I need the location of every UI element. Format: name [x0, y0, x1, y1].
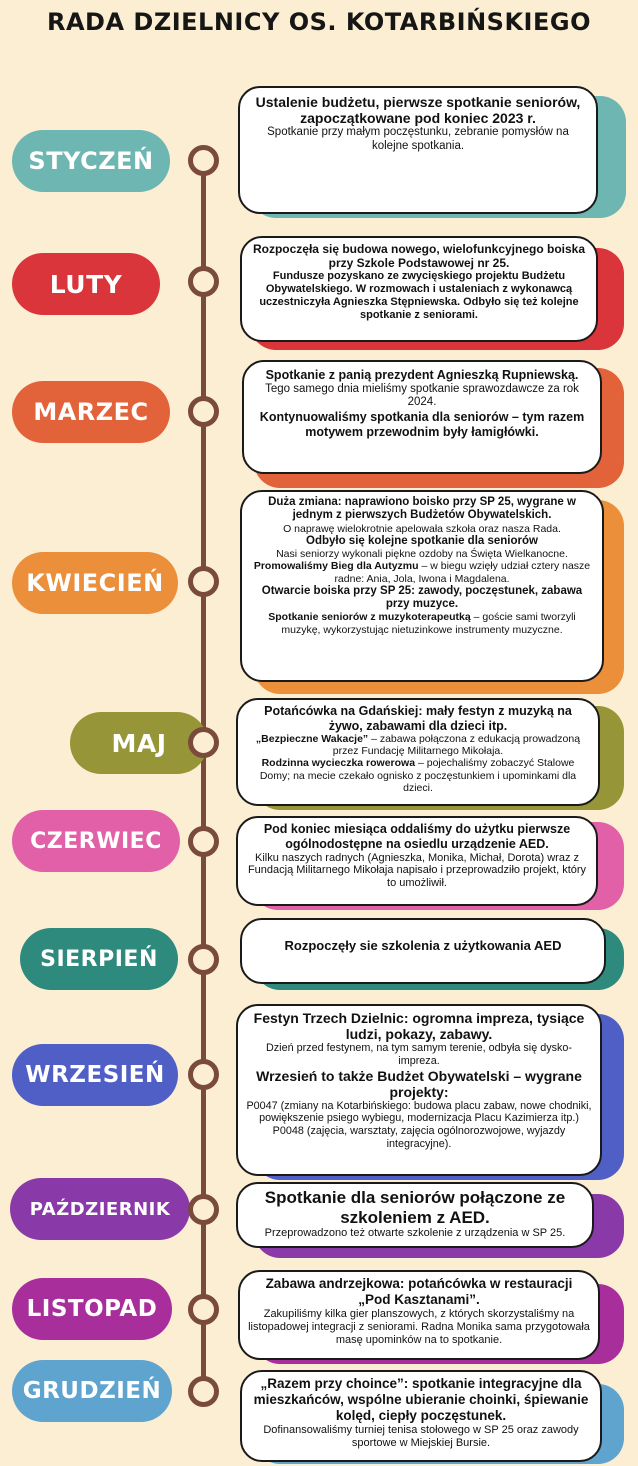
month-label-wrzesien: WRZESIEŃ	[12, 1044, 178, 1106]
event-description: Tego samego dnia mieliśmy spotkanie sprawozdawcze za rok 2024.	[265, 382, 579, 409]
event-paragraph	[250, 611, 594, 635]
event-card-marzec	[242, 360, 602, 474]
event-description: Przeprowadzono też otwarte szkolenie z urządzenia w SP 25.	[264, 1227, 566, 1240]
timeline-node	[188, 145, 219, 176]
event-description: Spotkanie przy małym poczęstunku, zebranie pomysłów na kolejne spotkania.	[267, 126, 569, 152]
page-title: RADA DZIELNICY OS. KOTARBIŃSKIEGO	[47, 8, 591, 36]
timeline-node	[188, 1194, 219, 1225]
month-label-kwiecien: KWIECIEŃ	[12, 552, 178, 614]
event-description: Kilku naszych radnych (Agnieszka, Monika, Michał, Dorota) wraz z Fundacją Militarnego Mikołaja napisało i przeprowadziło projekt, który to umożliwił.	[247, 851, 587, 890]
event-card-wrzesien	[236, 1004, 602, 1176]
event-headline: Odbyło się kolejne spotkanie dla seniorów	[306, 534, 538, 547]
month-label-grudzien: GRUDZIEŃ	[12, 1360, 172, 1422]
event-card-listopad	[238, 1270, 600, 1360]
month-label-sierpien: SIERPIEŃ	[20, 928, 178, 990]
month-label-czerwiec: CZERWIEC	[12, 810, 180, 872]
event-headline: Rozpoczęły sie szkolenia z użytkowania AED	[284, 938, 562, 953]
event-card-sierpien	[240, 918, 606, 984]
month-label-listopad: LISTOPAD	[12, 1278, 172, 1340]
event-headline: Zabawa andrzejkowa: potańcówka w restauracji „Pod Kasztanami”.	[265, 1276, 573, 1307]
month-label-marzec: MARZEC	[12, 381, 170, 443]
event-card-pazdziernik	[236, 1182, 594, 1248]
event-description: – w biegu wzięły udział cztery nasze radne: Ania, Jola, Iwona i Magdalena.	[334, 560, 591, 585]
event-headline: Duża zmiana: naprawiono boisko przy SP 25, wygrane w jednym z pierwszych Budżetów Obywatelskich.	[268, 496, 576, 522]
timeline-node	[188, 266, 219, 297]
timeline-node	[188, 944, 219, 975]
event-card-czerwiec	[236, 816, 598, 906]
event-description: P0048 (zajęcia, warsztaty, zajęcia ogólnorozwojowe, wyjazdy integracyjne).	[272, 1125, 566, 1150]
event-description: Dzień przed festynem, na tym samym terenie, odbyła się dysko-impreza.	[265, 1042, 573, 1067]
event-paragraph	[246, 733, 590, 757]
timeline-node	[188, 826, 219, 857]
timeline-node	[188, 727, 219, 758]
event-headline: „Razem przy choince”: spotkanie integracyjne dla mieszkańców, wspólne ubieranie choinki, śpiewanie kolęd, ciepły poczęstunek.	[253, 1376, 589, 1423]
event-card-luty	[240, 236, 598, 342]
event-headline: Potańcówka na Gdańskiej: mały festyn z muzyką na żywo, zabawami dla dzieci itp.	[264, 704, 572, 733]
event-description: Fundusze pozyskano ze zwycięskiego projektu Budżetu Obywatelskiego. W rozmowach i ustaleniach z wykonawcą uczestniczyła Agnieszka Stępniewska. Odbyło się też kolejne spotkanie z seniorami.	[259, 270, 579, 322]
timeline-node	[188, 396, 219, 427]
event-description: – pojechaliśmy zobaczyć Stalowe Domy; na mecie czekało ognisko z poczęstunkiem i upominkami dla dzieci.	[259, 757, 577, 794]
event-description: Zakupiliśmy kilka gier planszowych, z których skorzystaliśmy na listopadowej integracji z seniorami. Radna Monika sama przygotowała masę upominków na to spotkanie.	[248, 1307, 590, 1346]
event-card-kwiecien	[240, 490, 604, 682]
event-headline: Spotkanie z panią prezydent Agnieszką Rupniewską.	[265, 368, 579, 382]
event-card-styczen	[238, 86, 598, 214]
timeline-node	[188, 566, 219, 597]
event-headline: Ustalenie budżetu, pierwsze spotkanie seniorów, zapoczątkowane pod koniec 2023 r.	[255, 94, 581, 127]
event-headline: Otwarcie boiska przy SP 25: zawody, poczęstunek, zabawa przy muzyce.	[261, 584, 583, 610]
timeline-node	[188, 1059, 219, 1090]
event-headline: Pod koniec miesiąca oddaliśmy do użytku pierwsze ogólnodostępne na osiedlu urządzenie AED.	[263, 822, 571, 851]
event-card-grudzien	[240, 1370, 602, 1462]
month-label-styczen: STYCZEŃ	[12, 130, 170, 192]
event-description: O naprawę wielokrotnie apelowała szkoła oraz nasza Rada.	[283, 522, 561, 535]
event-headline-2: Kontynuowaliśmy spotkania dla seniorów – tym razem motywem przewodnim były łamigłówki.	[259, 409, 585, 439]
timeline-node	[188, 1294, 219, 1325]
event-headline: Festyn Trzech Dzielnic: ogromna impreza, tysiące ludzi, pokazy, zabawy.	[253, 1010, 585, 1043]
event-description: – goście sami tworzyli muzykę, wykorzystując nietuzinkowe instrumenty muzyczne.	[281, 611, 576, 636]
event-headline: Promowaliśmy Bieg dla Autyzmu	[253, 560, 419, 573]
event-description: Nasi seniorzy wykonali piękne ozdoby na Święta Wielkanocne.	[276, 548, 568, 561]
event-headline: Rozpoczęła się budowa nowego, wielofunkcyjnego boiska przy Szkole Podstawowej nr 25.	[252, 242, 586, 271]
event-paragraph	[246, 757, 590, 794]
event-paragraph	[250, 560, 594, 584]
event-description: – zabawa połączona z edukacją prowadzoną przez Fundację Militarnego Mikołaja.	[332, 733, 581, 758]
month-label-pazdziernik: PAŹDZIERNIK	[10, 1178, 190, 1240]
event-headline: „Bezpieczne Wakacje”	[255, 733, 369, 745]
event-headline: Rodzinna wycieczka rowerowa	[261, 757, 416, 770]
event-headline: Spotkanie seniorów z muzykoterapeutką	[268, 611, 471, 624]
event-card-maj	[236, 698, 600, 806]
event-headline: Spotkanie dla seniorów połączone ze szkoleniem z AED.	[264, 1188, 566, 1227]
event-description: P0047 (zmiany na Kotarbińskiego: budowa placu zabaw, nowe chodniki, powiększenie psiego wybiegu, modernizacja Placu Kazimierza itp.)	[246, 1099, 592, 1125]
timeline-node	[188, 1376, 219, 1407]
event-description: Dofinansowaliśmy turniej tenisa stołowego w SP 25 oraz zawody sportowe w Miejskiej Bursie.	[263, 1423, 579, 1449]
event-headline-2: Wrzesień to także Budżet Obywatelski – wygrane projekty:	[256, 1067, 582, 1100]
month-label-maj: MAJ	[70, 712, 208, 774]
month-label-luty: LUTY	[12, 253, 160, 315]
